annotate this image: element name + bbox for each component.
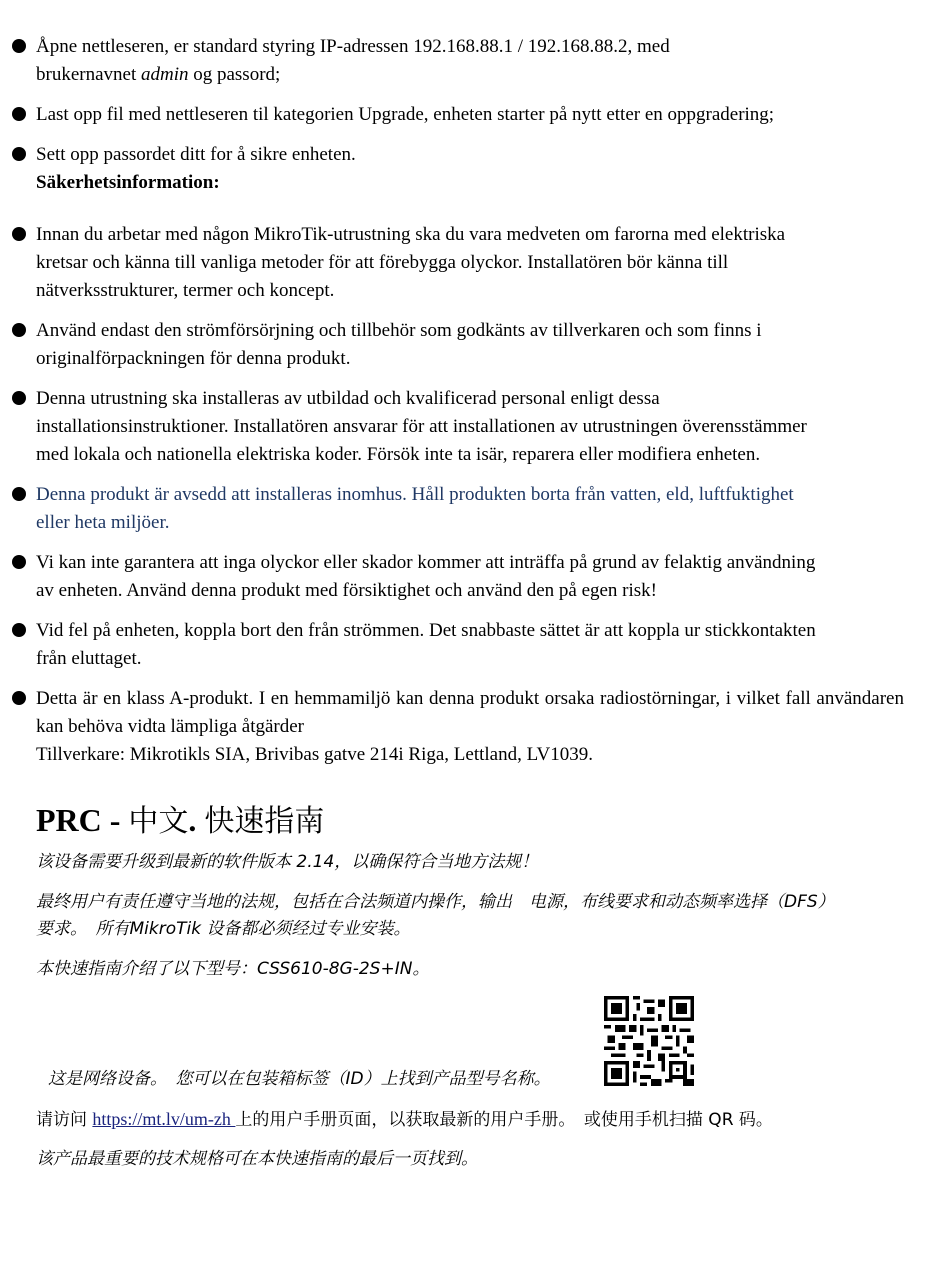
bullet-icon xyxy=(12,107,26,121)
text-line: Vi kan inte garantera att inga olyckor eller skador kommer att inträffa på grund av felaktig användning xyxy=(36,552,816,573)
list-item xyxy=(12,317,904,373)
text-line: Sett opp passordet ditt for å sikre enheten. xyxy=(36,144,356,165)
text-span: 这是网络设备。 您可以在包装箱标签（ID）上找到产品型号名称。 xyxy=(48,1069,551,1089)
text-span: 要求。 所有MikroTik 设备都必须经过专业安装。 xyxy=(36,919,411,939)
page-title xyxy=(36,800,324,842)
section-heading: Säkerhetsinformation: xyxy=(36,172,220,193)
text-line: Denna utrustning ska installeras av utbildad och kvalificerad personal enligt dessa xyxy=(36,388,660,409)
title-dot: . xyxy=(188,802,205,838)
text-paragraph xyxy=(36,1105,773,1134)
list-item xyxy=(12,549,904,605)
text-line: Använd endast den strömförsörjning och tillbehör som godkänts av tillverkaren och som finns i xyxy=(36,320,762,341)
text-line: Innan du arbetar med någon MikroTik-utrustning ska du vara medveten om farorna med elektriska xyxy=(36,224,786,245)
bullet-icon xyxy=(12,623,26,637)
username-text: admin xyxy=(140,64,189,85)
text-line xyxy=(36,887,835,916)
list-item xyxy=(12,617,904,673)
list-item xyxy=(12,685,904,769)
list-item xyxy=(12,385,904,469)
text-line: kretsar och känna till vanliga metoder för att förebygga olyckor. Installatören bör känna till xyxy=(36,252,729,273)
instruction-list xyxy=(12,33,904,781)
bullet-icon xyxy=(12,39,26,53)
bullet-icon xyxy=(12,487,26,501)
text-paragraph xyxy=(36,847,538,876)
text-line: med lokala och nationella elektriska koder. Försök inte ta isär, reparera eller modifiera enheten. xyxy=(36,444,761,465)
text-paragraph xyxy=(36,1144,478,1173)
title-latin: PRC - xyxy=(36,802,129,838)
title-cjk: 中文 xyxy=(128,804,189,839)
user-manual-link[interactable]: https://mt.lv/um-zh xyxy=(92,1109,236,1129)
text-line: Denna produkt är avsedd att installeras inomhus. Håll produkten borta från vatten, eld, luftfuktighet xyxy=(36,484,794,505)
text-line: Åpne nettleseren, er standard styring IP-adressen 192.168.88.1 / 192.168.88.2, med xyxy=(36,36,670,57)
list-item xyxy=(12,33,904,89)
text-line: nätverksstrukturer, termer och koncept. xyxy=(36,280,335,301)
title-cjk-guide: 快速指南 xyxy=(204,804,325,839)
bullet-icon xyxy=(12,391,26,405)
text-paragraph: Detta är en klass A-produkt. I en hemmamiljö kan denna produkt orsaka radiostörningar, i vilket fall användaren kan behöva vidta lämpliga åtgärder xyxy=(36,688,904,737)
text-span: brukernavnet xyxy=(36,64,141,85)
bullet-icon xyxy=(12,555,26,569)
list-item xyxy=(12,481,904,537)
text-line: installationsinstruktioner. Installatören ansvarar för att installationen av utrustningen överensstämmer xyxy=(36,416,807,437)
manufacturer-text: Tillverkare: Mikrotikls SIA, Brivibas gatve 214i Riga, Lettland, LV1039. xyxy=(36,744,593,765)
text-span: 该产品最重要的技术规格可在本快速指南的最后一页找到。 xyxy=(36,1149,478,1169)
list-item xyxy=(12,141,904,197)
text-line: eller heta miljöer. xyxy=(36,512,170,533)
list-item xyxy=(12,101,904,129)
text-span: 上的用户手册页面，以获取最新的用户手册。 或使用手机扫描 QR 码。 xyxy=(235,1110,773,1130)
text-paragraph xyxy=(36,954,429,983)
text-line xyxy=(36,914,410,943)
list-item xyxy=(12,221,904,305)
bullet-icon xyxy=(12,147,26,161)
text-line: av enheten. Använd denna produkt med försiktighet och använd den på egen risk! xyxy=(36,580,658,601)
text-line: Vid fel på enheten, koppla bort den från strömmen. Det snabbaste sättet är att koppla ur stickkontakten xyxy=(36,620,816,641)
text-span: 请访问 xyxy=(36,1110,93,1130)
bullet-icon xyxy=(12,227,26,241)
text-span: 该设备需要升级到最新的软件版本 2.14，以确保符合当地方法规！ xyxy=(36,852,539,872)
text-paragraph xyxy=(48,1064,551,1093)
text-line: originalförpackningen för denna produkt. xyxy=(36,348,351,369)
bullet-icon xyxy=(12,323,26,337)
text-span: 最终用户有责任遵守当地的法规，包括在合法频道内操作，输出 电源，布线要求和动态频率选择（DFS） xyxy=(36,892,835,912)
bullet-icon xyxy=(12,691,26,705)
qr-code-icon xyxy=(604,996,694,1086)
text-line: från eluttaget. xyxy=(36,648,142,669)
text-line: Last opp fil med nettleseren til kategorien Upgrade, enheten starter på nytt etter en oppgradering; xyxy=(36,104,775,125)
text-span: 本快速指南介绍了以下型号：CSS610-8G-2S+IN。 xyxy=(36,959,430,979)
text-line xyxy=(36,61,904,89)
text-span: og passord; xyxy=(188,64,281,85)
